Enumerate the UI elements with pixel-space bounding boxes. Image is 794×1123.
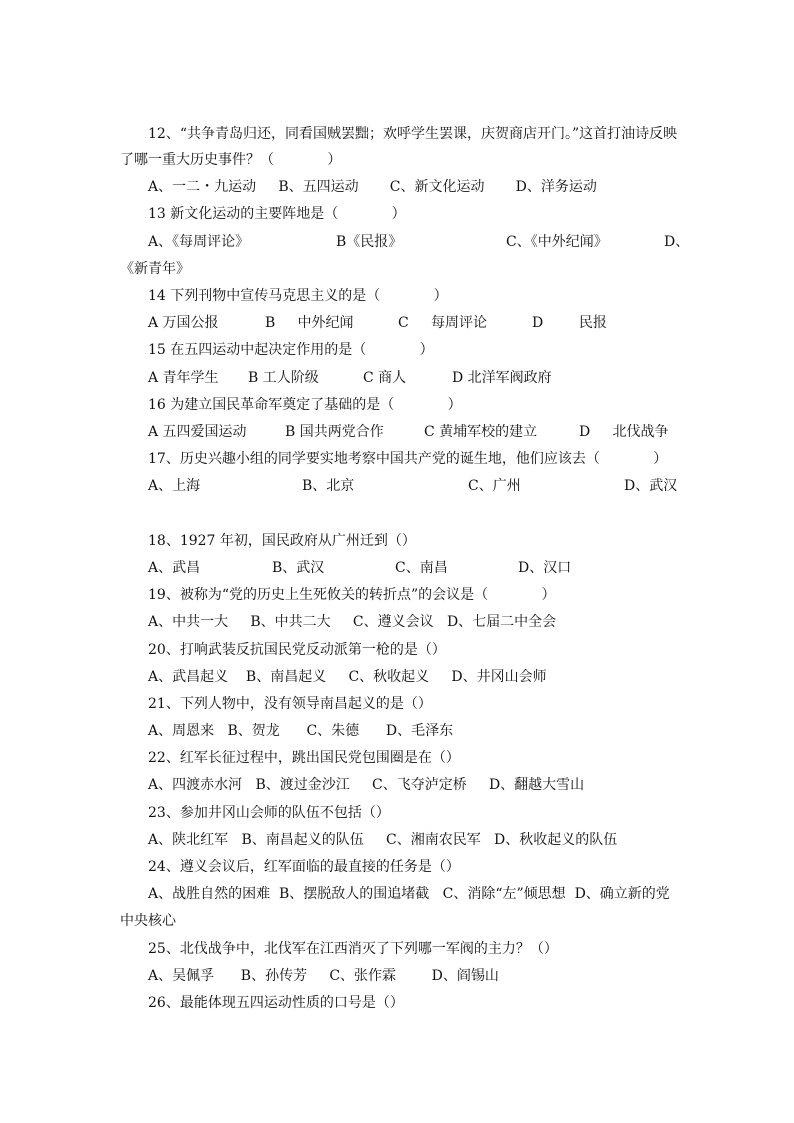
question-16-option-a: A 五四爱国运动 bbox=[148, 424, 247, 440]
question-24-options-line2: 中央核心 bbox=[120, 913, 176, 929]
question-18-option-c: C、南昌 bbox=[395, 560, 448, 576]
question-14-option-d: D 民报 bbox=[532, 315, 607, 331]
question-20-stem: 20、打响武装反抗国民党反动派第一枪的是（） bbox=[148, 642, 446, 658]
question-13-option-c: C、《中外纪闻》 bbox=[506, 234, 608, 250]
question-15-option-c: C 商人 bbox=[363, 370, 407, 386]
question-18-stem: 18、1927 年初，国民政府从广州迁到（） bbox=[148, 533, 416, 549]
question-12-stem-line2: 了哪一重大历史事件？（ ） bbox=[120, 152, 342, 168]
question-16-stem: 16 为建立国民革命军奠定了基础的是（ ） bbox=[148, 397, 462, 413]
question-14-option-a: A 万国公报 bbox=[148, 315, 219, 331]
question-13-option-d: D、 bbox=[664, 234, 690, 250]
question-14-stem: 14 下列刊物中宣传马克思主义的是（ ） bbox=[148, 288, 448, 304]
question-16-option-b: B 国共两党合作 bbox=[285, 424, 384, 440]
question-14-option-c: C 每周评论 bbox=[398, 315, 487, 331]
question-12-options: A、一二・九运动 B、五四运动 C、新文化运动 D、洋务运动 bbox=[148, 179, 597, 195]
question-21-options: A、周恩来 B、贺龙 C、朱德 D、毛泽东 bbox=[148, 723, 454, 739]
question-24-options-line1: A、战胜自然的困难 B、摆脱敌人的围追堵截 C、消除“左”倾思想 D、确立新的党 bbox=[148, 886, 670, 902]
question-23-stem: 23、参加井冈山会师的队伍不包括（） bbox=[148, 805, 390, 821]
question-25-options: A、吴佩孚 B、孙传芳 C、张作霖 D、阎锡山 bbox=[148, 968, 499, 984]
question-16-option-c: C 黄埔军校的建立 bbox=[424, 424, 538, 440]
question-16-option-d: D 北伐战争 bbox=[579, 424, 669, 440]
question-19-stem: 19、被称为“党的历史上生死攸关的转折点”的会议是（ ） bbox=[148, 587, 556, 603]
question-26-stem: 26、最能体现五四运动性质的口号是（） bbox=[148, 995, 404, 1011]
question-24-stem: 24、遵义会议后，红军面临的最直接的任务是（） bbox=[148, 859, 460, 875]
question-14-option-b: B 中外纪闻 bbox=[265, 315, 354, 331]
question-17-option-c: C、广州 bbox=[468, 478, 521, 494]
question-17-option-b: B、北京 bbox=[302, 478, 355, 494]
question-15-option-b: B 工人阶级 bbox=[248, 370, 319, 386]
question-23-options: A、陕北红军 B、南昌起义的队伍 C、湘南农民军 D、秋收起义的队伍 bbox=[148, 832, 618, 848]
question-13-stem: 13 新文化运动的主要阵地是（ ） bbox=[148, 206, 406, 222]
question-21-stem: 21、下列人物中，没有领导南昌起义的是（） bbox=[148, 696, 432, 712]
question-17-option-d: D、武汉 bbox=[624, 478, 678, 494]
question-15-option-d: D 北洋军阀政府 bbox=[452, 370, 552, 386]
question-18-option-b: B、武汉 bbox=[272, 560, 325, 576]
question-12-stem-line1: 12、“共争青岛归还，同看国贼罢黜；欢呼学生罢课，庆贺商店开门。”这首打油诗反映 bbox=[148, 126, 678, 142]
question-25-stem: 25、北伐战争中，北伐军在江西消灭了下列哪一军阀的主力？（） bbox=[148, 941, 558, 957]
question-15-option-a: A 青年学生 bbox=[148, 370, 219, 386]
question-17-option-a: A、上海 bbox=[148, 478, 201, 494]
question-13-option-a: A、《每周评论》 bbox=[148, 234, 250, 250]
question-13-option-d-cont: 《新青年》 bbox=[120, 261, 190, 277]
question-18-option-a: A、武昌 bbox=[148, 560, 201, 576]
question-20-options: A、武昌起义 B、南昌起义 C、秋收起义 D、井冈山会师 bbox=[148, 669, 547, 685]
question-13-option-b: B《民报》 bbox=[336, 234, 403, 250]
question-18-option-d: D、汉口 bbox=[518, 560, 572, 576]
question-17-stem: 17、历史兴趣小组的同学要实地考察中国共产党的诞生地，他们应该去（ ） bbox=[148, 451, 668, 467]
question-22-options: A、四渡赤水河 B、渡过金沙江 C、飞夺泸定桥 D、翻越大雪山 bbox=[148, 777, 585, 793]
question-15-stem: 15 在五四运动中起决定作用的是（ ） bbox=[148, 342, 434, 358]
question-19-options: A、中共一大 B、中共二大 C、遵义会议 D、七届二中全会 bbox=[148, 614, 557, 630]
question-22-stem: 22、红军长征过程中，跳出国民党包围圈是在（） bbox=[148, 750, 460, 766]
